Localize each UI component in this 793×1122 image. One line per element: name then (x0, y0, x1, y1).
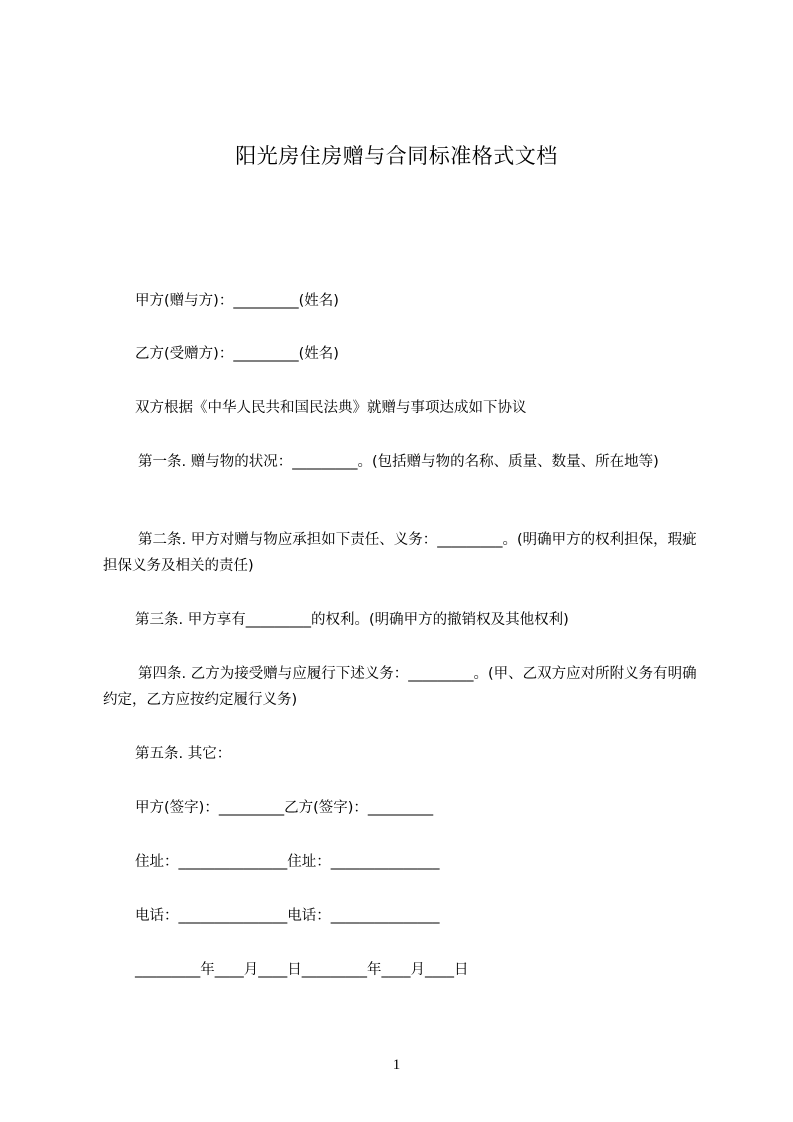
article-4: 第四条. 乙方为接受赠与应履行下述义务：_________。(甲、乙双方应对所附义务有明确约定，乙方应按约定履行义务) (103, 666, 697, 708)
article-2: 第二条. 甲方对赠与物应承担如下责任、义务：_________。(明确甲方的权利担保，瑕疵担保义务及相关的责任) (103, 532, 697, 574)
date-line: _________年____月____日_________年____月____日 (135, 962, 469, 978)
document-title: 阳光房住房赠与合同标准格式文档 (235, 144, 558, 168)
article-1: 第一条. 赠与物的状况：_________。(包括赠与物的名称、质量、数量、所在地等) (138, 454, 659, 470)
signature-line: 甲方(签字)：_________乙方(签字)：_________ (135, 800, 434, 816)
phone-line: 电话：_______________电话：_______________ (135, 908, 440, 924)
article-5: 第五条. 其它： (135, 746, 232, 762)
party-b-line: 乙方(受赠方)：_________(姓名) (135, 346, 339, 362)
page-number: 1 (392, 1057, 401, 1073)
address-line: 住址：_______________住址：_______________ (135, 854, 440, 870)
article-3: 第三条. 甲方享有_________的权利。(明确甲方的撤销权及其他权利) (135, 612, 569, 628)
party-a-line: 甲方(赠与方)：_________(姓名) (135, 293, 339, 309)
agreement-intro: 双方根据《中华人民共和国民法典》就赠与事项达成如下协议 (135, 400, 527, 416)
